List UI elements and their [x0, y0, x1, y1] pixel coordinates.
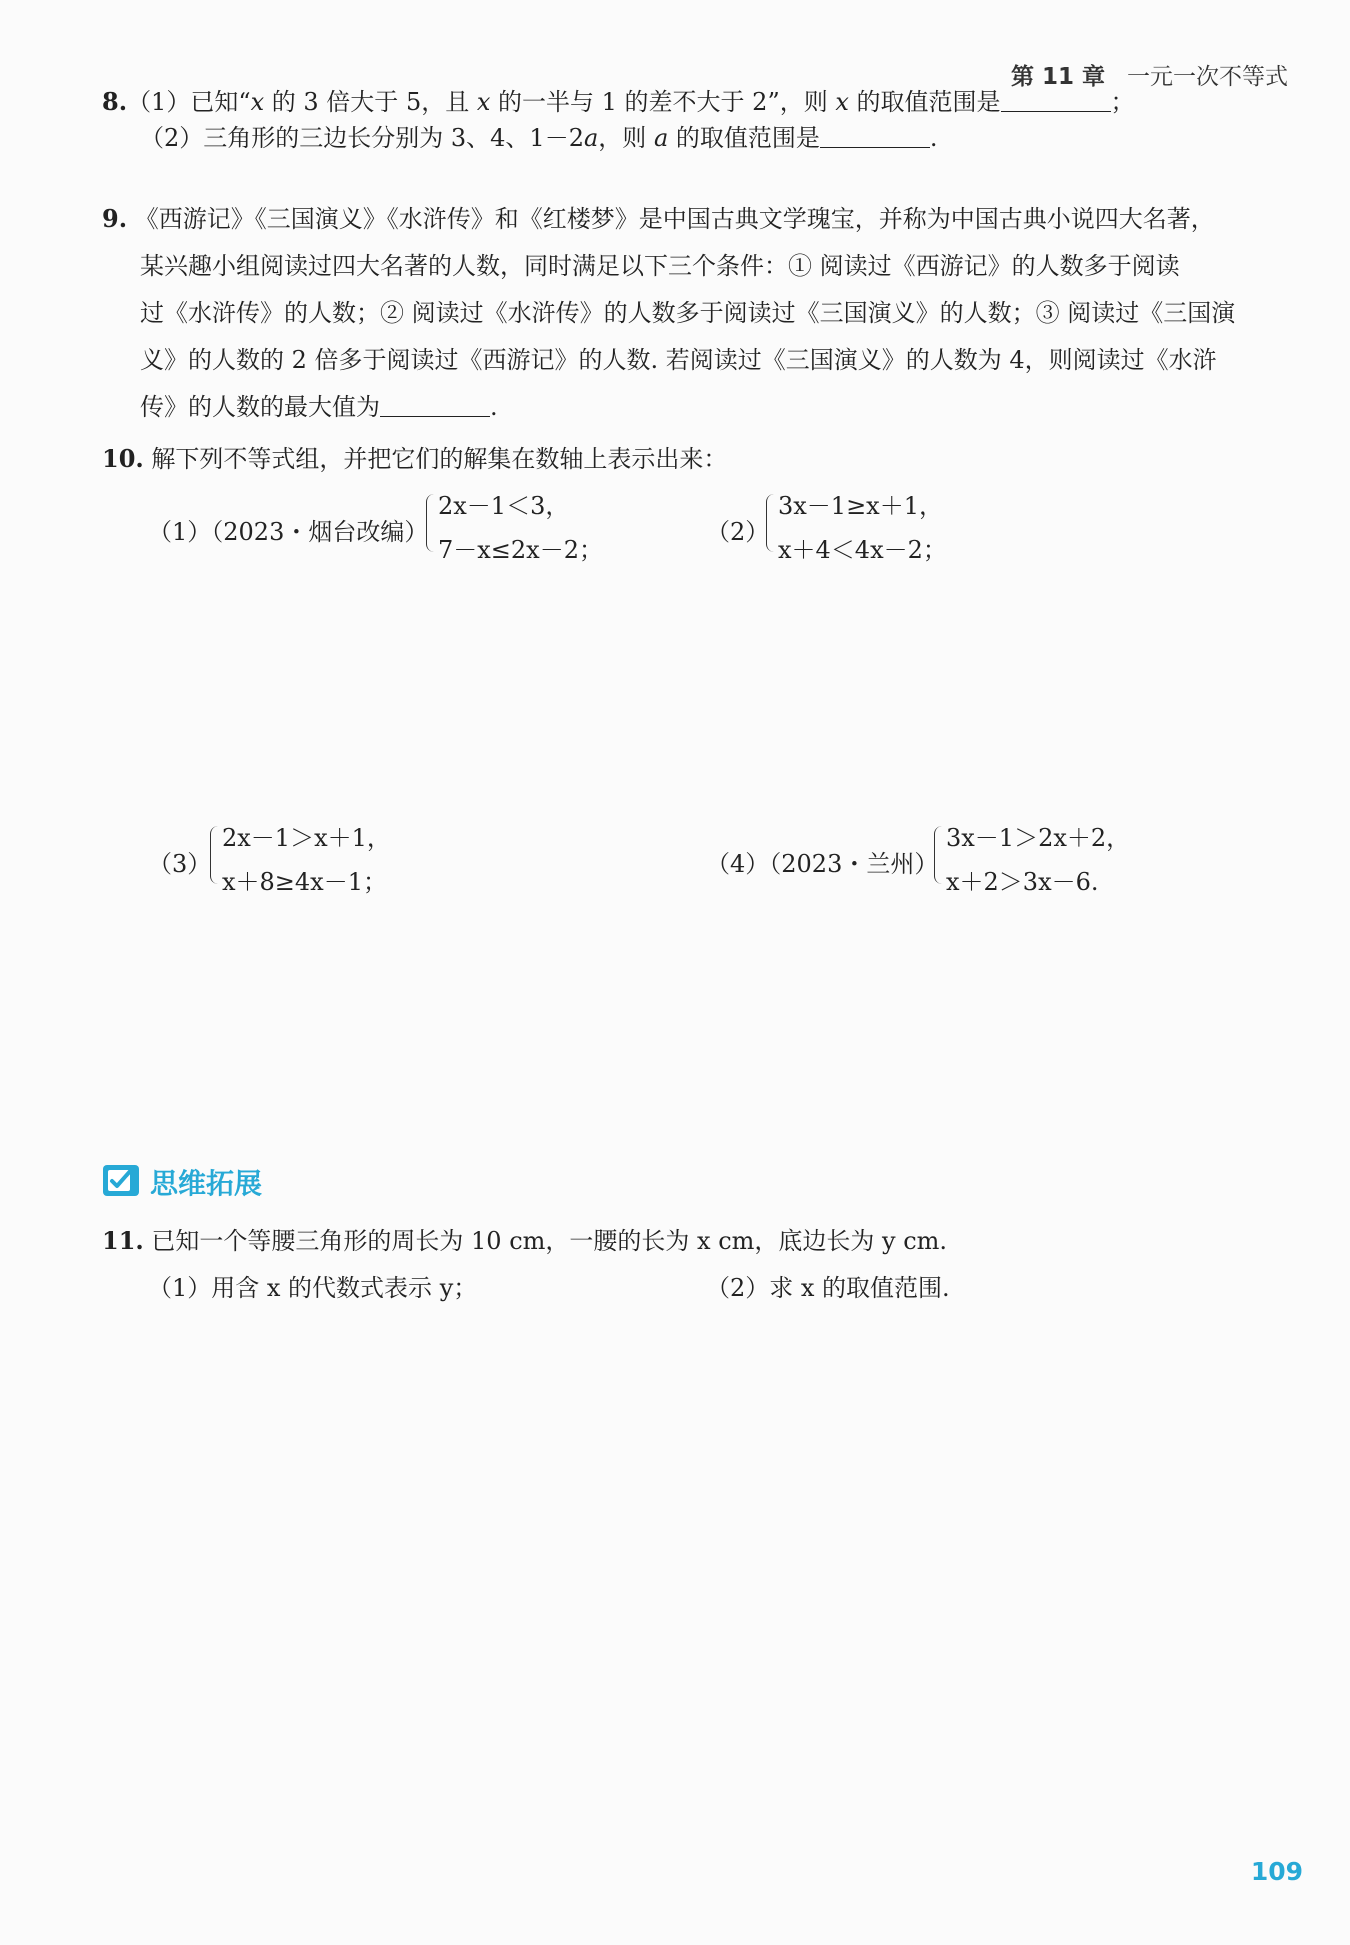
section-title: 思维拓展 [150, 1167, 263, 1200]
question-8-part-2: （2）三角形的三边长分别为 3、4、1－2a，则 a 的取值范围是 . [140, 124, 938, 152]
left-brace [426, 494, 435, 552]
inequality-2: x＋4＜4x－2； [778, 536, 947, 564]
answer-blank[interactable] [820, 123, 930, 148]
question-10-stem: 10. 解下列不等式组，并把它们的解集在数轴上表示出来： [102, 444, 728, 473]
question-8-part-1: 8.（1）已知“x 的 3 倍大于 5，且 x 的一半与 1 的差不大于 2”，则 x 的取值范围是 ； [102, 87, 1135, 116]
question-11-stem: 11. 已知一个等腰三角形的周长为 10 cm，一腰的长为 x cm，底边长为 y cm. [102, 1226, 948, 1255]
question-9-line-5: 传》的人数的最大值为 . [140, 393, 498, 421]
system-label: （3） [148, 850, 212, 878]
question-11-part-1: （1）用含 x 的代数式表示 y； [148, 1274, 478, 1302]
question-number: 8. [102, 87, 128, 116]
question-9-line-2: 某兴趣小组阅读过四大名著的人数，同时满足以下三个条件：① 阅读过《西游记》的人数多于阅读 [140, 252, 1180, 280]
answer-blank[interactable] [1001, 87, 1111, 112]
system-label: （4）（2023・兰州） [706, 850, 939, 878]
pencil-check-icon [102, 1163, 140, 1197]
chapter-title: 一元一次不等式 [1127, 64, 1288, 90]
system-label: （2） [706, 518, 770, 546]
inequality-1: 2x－1＞x＋1， [222, 824, 391, 852]
inequality-1: 3x－1≥x＋1， [778, 492, 943, 520]
question-number: 10. [102, 444, 144, 473]
question-9-line-3: 过《水浒传》的人数；② 阅读过《水浒传》的人数多于阅读过《三国演义》的人数；③ 阅读过《三国演 [140, 299, 1236, 327]
answer-blank[interactable] [380, 392, 490, 417]
inequality-2: x＋8≥4x－1； [222, 868, 387, 896]
left-brace [934, 826, 943, 884]
question-11-part-2: （2）求 x 的取值范围. [706, 1274, 950, 1302]
left-brace [766, 494, 775, 552]
inequality-1: 2x－1＜3， [438, 492, 570, 520]
question-9-line-1: 9. 《西游记》《三国演义》《水浒传》和《红楼梦》是中国古典文学瑰宝，并称为中国古典小说四大名著， [102, 204, 1215, 233]
inequality-2: x＋2＞3x－6. [946, 868, 1099, 896]
question-number: 11. [102, 1226, 144, 1255]
inequality-1: 3x－1＞2x＋2， [946, 824, 1131, 852]
system-label: （1）（2023・烟台改编） [148, 518, 429, 546]
chapter-number: 第 11 章 [1010, 64, 1105, 90]
page-number: 109 [1250, 1857, 1303, 1886]
inequality-2: 7－x≤2x－2； [438, 536, 603, 564]
left-brace [210, 826, 219, 884]
question-9-line-4: 义》的人数的 2 倍多于阅读过《西游记》的人数. 若阅读过《三国演义》的人数为 4，则阅读过《水浒 [140, 346, 1217, 374]
question-number: 9. [102, 204, 128, 233]
